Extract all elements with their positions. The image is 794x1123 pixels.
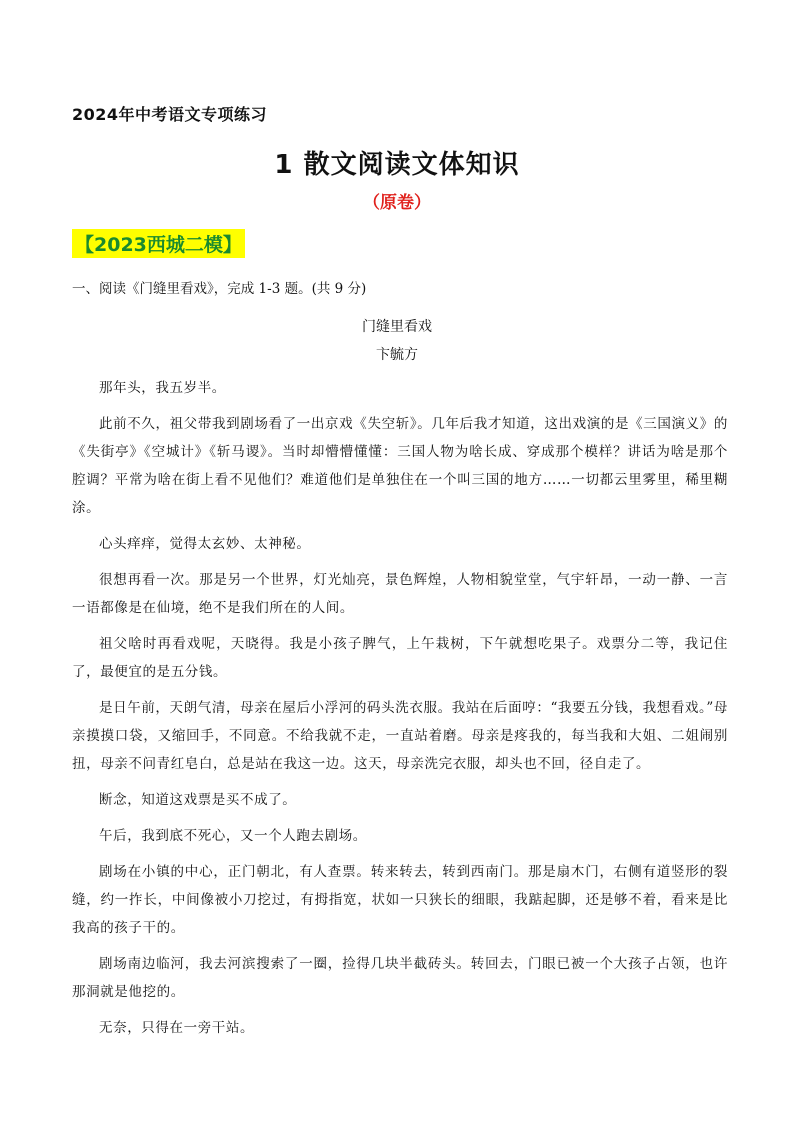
exam-source-badge — [72, 229, 245, 258]
subtitle: （原卷） — [363, 193, 431, 213]
paragraph: 那年头，我五岁半。 — [99, 380, 226, 396]
paragraph: 剧场南边临河，我去河滨搜索了一圈，捡得几块半截砖头。转回去，门眼已被一个大孩子占领，也许那洞就是他挖的。 — [72, 956, 728, 1000]
series-title: 2024年中考语文专项练习 — [72, 105, 268, 124]
badge-year: 【2023 — [75, 234, 147, 256]
paragraph: 午后，我到底不死心，又一个人跑去剧场。 — [99, 828, 367, 844]
main-title: 1 散文阅读文体知识 — [274, 150, 520, 180]
paragraph: 心头痒痒，觉得太玄妙、太神秘。 — [99, 536, 311, 552]
paragraph: 此前不久，祖父带我到剧场看了一出京戏《失空斩》。几年后我才知道，这出戏演的是《三国演义》的《失街亭》《空城计》《斩马谡》。当时却懵懵懂懂：三国人物为啥长成、穿成那个模样？讲话为啥是那个腔调？平常为啥在街上看不见他们？难道他们是单独住在一个叫三国的地方……一切都云里雾里，稀里糊涂。 — [72, 416, 728, 516]
paragraph: 是日午前，天朗气清，母亲在屋后小浮河的码头洗衣服。我站在后面哼：“我要五分钱，我想看戏。”母亲摸摸口袋，又缩回手，不同意。不给我就不走，一直站着磨。母亲是疼我的，每当我和大姐、二姐闹别扭，母亲不问青红皂白，总是站在我这一边。这天，母亲洗完衣服，却头也不回，径自走了。 — [72, 700, 728, 772]
paragraph: 断念，知道这戏票是买不成了。 — [99, 792, 297, 808]
badge-place: 西城二模】 — [146, 234, 242, 256]
paragraph: 很想再看一次。那是另一个世界，灯光灿亮，景色辉煌，人物相貌堂堂，气宇轩昂，一动一静、一言一语都像是在仙境，绝不是我们所在的人间。 — [72, 572, 728, 616]
paragraph: 无奈，只得在一旁干站。 — [99, 1020, 255, 1036]
paragraph: 剧场在小镇的中心，正门朝北，有人查票。转来转去，转到西南门。那是扇木门，右侧有道竖形的裂缝，约一拃长，中间像被小刀挖过，有拇指宽，状如一只狭长的细眼，我踮起脚，还是够不着，看来是比我高的孩子干的。 — [72, 864, 728, 936]
question-prompt: 一、阅读《门缝里看戏》，完成 1-3 题。(共 9 分) — [72, 281, 367, 297]
paragraph: 祖父啥时再看戏呢，天晓得。我是小孩子脾气，上午栽树，下午就想吃果子。戏票分二等，我记住了，最便宜的是五分钱。 — [72, 636, 728, 680]
essay-title: 门缝里看戏 — [362, 319, 432, 335]
essay-body — [72, 374, 728, 1042]
essay-author: 卞毓方 — [376, 347, 418, 363]
